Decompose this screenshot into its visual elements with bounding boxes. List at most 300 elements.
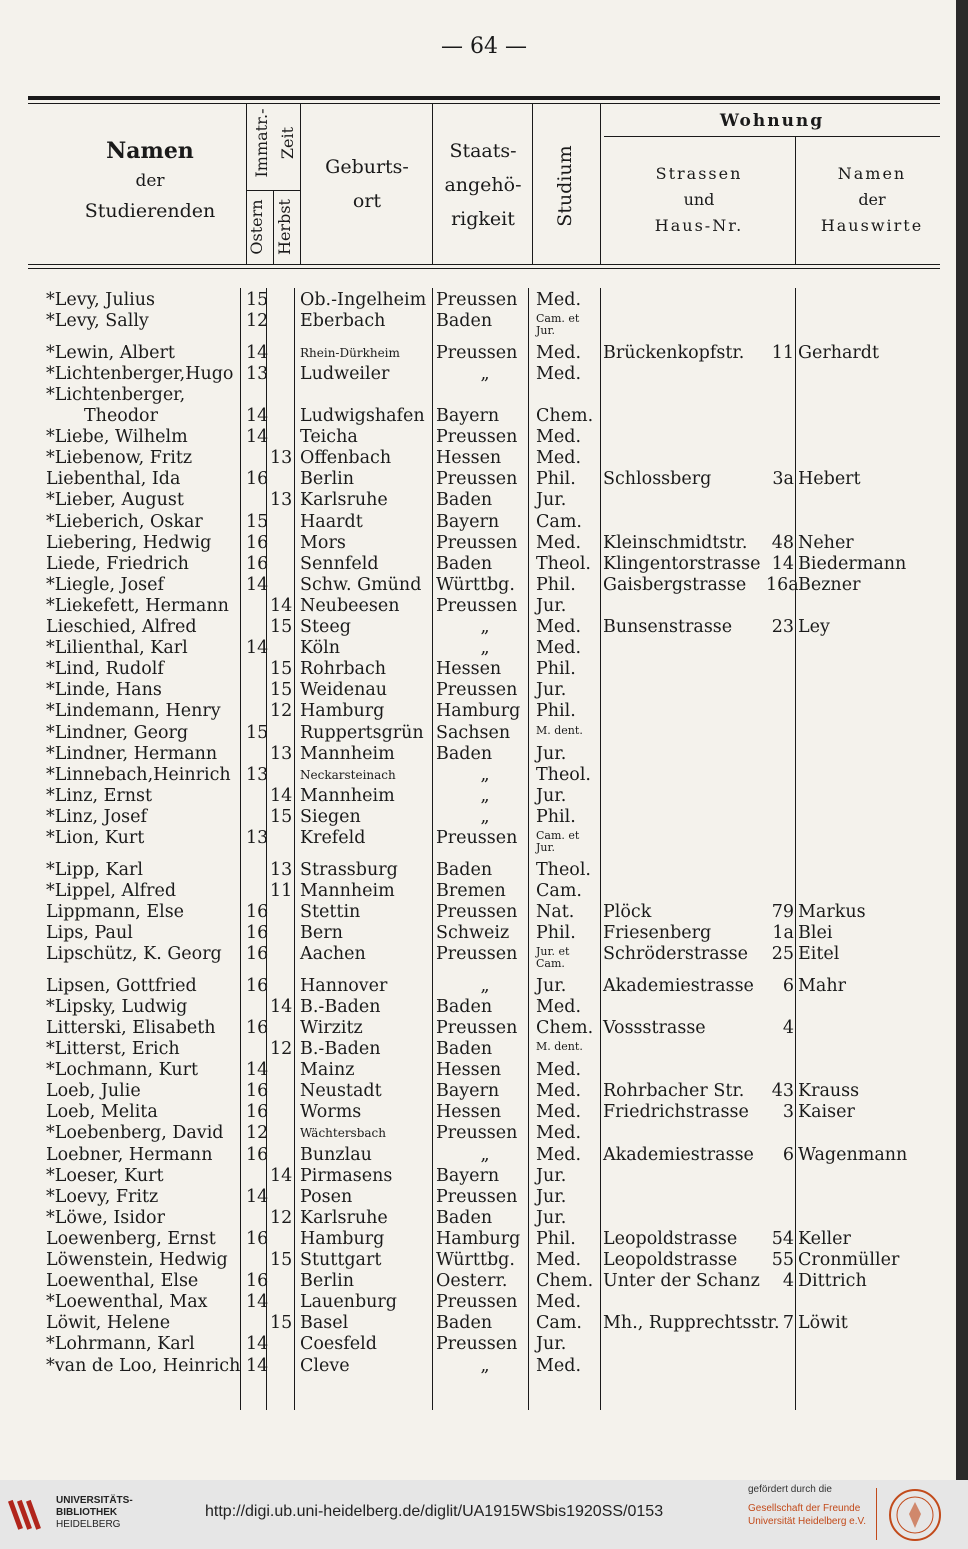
student-name: *Lindner, Georg bbox=[46, 722, 189, 743]
table-row bbox=[0, 1250, 968, 1271]
birthplace: Karlsruhe bbox=[300, 1207, 388, 1228]
house-number: 79 bbox=[771, 901, 794, 922]
house-number: 4 bbox=[782, 1017, 794, 1038]
nationality: Schweiz bbox=[436, 923, 510, 943]
birthplace: Hamburg bbox=[300, 701, 385, 722]
header-streets bbox=[604, 161, 794, 239]
nationality: Hessen bbox=[436, 1060, 502, 1081]
table-row bbox=[0, 512, 968, 533]
student-name: *Löwe, Isidor bbox=[46, 1207, 165, 1228]
table-row bbox=[0, 617, 968, 638]
student-name: *Loeser, Kurt bbox=[46, 1165, 164, 1186]
field-of-study: Med. bbox=[536, 1081, 582, 1102]
library-line3: HEIDELBERG bbox=[56, 1519, 121, 1530]
table-row bbox=[0, 744, 968, 765]
student-name: *Lindemann, Henry bbox=[46, 701, 221, 722]
field-of-study: Med. bbox=[536, 448, 582, 469]
field-of-study: Phil. bbox=[536, 923, 576, 943]
table-row bbox=[0, 659, 968, 680]
birthplace: Neckarsteinach bbox=[300, 767, 396, 782]
street: Bunsenstrasse bbox=[603, 617, 733, 638]
street: Kleinschmidtstr. bbox=[603, 532, 748, 553]
birthplace: Ruppertsgrün bbox=[300, 722, 424, 743]
header-divider bbox=[795, 137, 796, 264]
immatr-herbst: 15 bbox=[270, 806, 293, 827]
table-row bbox=[0, 490, 968, 511]
immatr-ostern: 15 bbox=[246, 722, 269, 743]
table-row bbox=[0, 343, 968, 364]
immatr-ostern: 14 bbox=[246, 427, 269, 448]
nationality: Preussen bbox=[436, 1292, 518, 1313]
birthplace: Neustadt bbox=[300, 1081, 382, 1102]
nationality: Preussen bbox=[436, 595, 518, 616]
society-line1: Gesellschaft der Freunde bbox=[748, 1503, 861, 1514]
table-row bbox=[0, 976, 968, 997]
field-of-study: Jur. bbox=[536, 1207, 567, 1228]
table-row bbox=[0, 1208, 968, 1229]
nationality: Bremen bbox=[436, 880, 506, 901]
table-row bbox=[0, 290, 968, 311]
student-name: *Lion, Kurt bbox=[46, 828, 145, 849]
nationality: Preussen bbox=[436, 1123, 518, 1144]
field-of-study: Cam. et Jur. bbox=[536, 312, 580, 338]
immatr-herbst: 11 bbox=[270, 880, 293, 901]
nationality: „ bbox=[480, 1144, 490, 1165]
house-number: 1a bbox=[772, 923, 794, 943]
field-of-study: Theol. bbox=[536, 764, 591, 785]
immatr-herbst: 14 bbox=[270, 996, 293, 1017]
street: Rohrbacher Str. bbox=[603, 1081, 745, 1102]
field-of-study: Med. bbox=[536, 1144, 582, 1165]
field-of-study: Phil. bbox=[536, 469, 576, 490]
immatr-herbst: 12 bbox=[270, 701, 293, 722]
birthplace: Ob.-Ingelheim bbox=[300, 290, 427, 310]
field-of-study: Med. bbox=[536, 638, 582, 659]
nationality: Bayern bbox=[436, 1081, 500, 1102]
student-name: Loeb, Melita bbox=[46, 1102, 158, 1123]
footer-separator bbox=[876, 1488, 877, 1540]
street: Leopoldstrasse bbox=[603, 1228, 738, 1249]
table-row bbox=[0, 997, 968, 1018]
field-of-study: Jur. bbox=[536, 490, 567, 511]
street: Friedrichstrasse bbox=[603, 1102, 749, 1123]
nationality: „ bbox=[480, 785, 490, 806]
student-name: Loewenberg, Ernst bbox=[46, 1228, 216, 1249]
table-row bbox=[0, 638, 968, 659]
landlord: Bezner bbox=[798, 574, 861, 595]
field-of-study: Phil. bbox=[536, 1228, 576, 1249]
street: Akademiestrasse bbox=[603, 975, 754, 996]
student-name: *Lilienthal, Karl bbox=[46, 638, 188, 659]
street: Klingentorstrasse bbox=[603, 553, 761, 574]
table-row bbox=[0, 1039, 968, 1060]
nationality: Hessen bbox=[436, 1102, 502, 1123]
field-of-study: Med. bbox=[536, 1250, 582, 1271]
birthplace: Mors bbox=[300, 532, 346, 553]
house-number: 23 bbox=[771, 617, 794, 638]
nationality: Baden bbox=[436, 1313, 493, 1334]
field-of-study: Med. bbox=[536, 1292, 582, 1313]
student-name: Lips, Paul bbox=[46, 923, 133, 943]
immatr-herbst: 15 bbox=[270, 680, 293, 701]
street: Plöck bbox=[603, 901, 652, 922]
student-name: *Loebenberg, David bbox=[46, 1123, 224, 1144]
table-row bbox=[0, 311, 968, 338]
footer-bar bbox=[0, 1480, 968, 1549]
student-name: *Lohrmann, Karl bbox=[46, 1334, 195, 1355]
table-row bbox=[0, 1081, 968, 1102]
field-of-study: Phil. bbox=[536, 659, 576, 680]
student-name: Lipsen, Gottfried bbox=[46, 975, 197, 996]
header-names-sub: Studierenden bbox=[84, 200, 216, 222]
birthplace: Cleve bbox=[300, 1355, 350, 1376]
nationality: „ bbox=[480, 975, 490, 996]
student-name: *Levy, Julius bbox=[46, 290, 156, 310]
birthplace: Sennfeld bbox=[300, 553, 379, 574]
field-of-study: Med. bbox=[536, 532, 582, 553]
nationality: Sachsen bbox=[436, 722, 511, 743]
birthplace: Rhein-Dürkheim bbox=[300, 345, 400, 360]
table-row bbox=[0, 385, 968, 406]
nationality: „ bbox=[480, 617, 490, 638]
nationality: Württbg. bbox=[436, 574, 515, 595]
immatr-herbst: 13 bbox=[270, 448, 293, 469]
table-row bbox=[0, 406, 968, 427]
immatr-ostern: 14 bbox=[246, 1334, 269, 1355]
nationality: Baden bbox=[436, 1039, 493, 1060]
field-of-study: Med. bbox=[536, 1355, 582, 1376]
field-of-study: M. dent. bbox=[536, 723, 583, 737]
nationality: Bayern bbox=[436, 406, 500, 427]
table-row bbox=[0, 1313, 968, 1334]
field-of-study: Chem. bbox=[536, 1017, 594, 1038]
field-of-study: Phil. bbox=[536, 701, 576, 722]
immatr-ostern: 16 bbox=[246, 553, 269, 574]
nationality: Hamburg bbox=[436, 1228, 521, 1249]
house-number: 54 bbox=[771, 1228, 794, 1249]
header-birthplace bbox=[302, 150, 432, 218]
header-state-line1: Staats- bbox=[449, 140, 517, 162]
immatr-ostern: 14 bbox=[246, 342, 269, 363]
house-number: 43 bbox=[771, 1081, 794, 1102]
table-row bbox=[0, 680, 968, 701]
nationality: Preussen bbox=[436, 342, 518, 363]
birthplace: Coesfeld bbox=[300, 1334, 377, 1355]
table-row bbox=[0, 364, 968, 385]
table-row bbox=[0, 786, 968, 807]
nationality: Preussen bbox=[436, 532, 518, 553]
student-name: *Lieberich, Oskar bbox=[46, 511, 203, 532]
table-row bbox=[0, 554, 968, 575]
birthplace: Wirzitz bbox=[300, 1017, 363, 1038]
street: Unter der Schanz bbox=[603, 1271, 760, 1292]
field-of-study: Jur. bbox=[536, 595, 567, 616]
field-of-study: Jur. bbox=[536, 785, 567, 806]
table-row bbox=[0, 902, 968, 923]
field-of-study: Phil. bbox=[536, 574, 576, 595]
birthplace: Basel bbox=[300, 1313, 349, 1334]
immatr-ostern: 14 bbox=[246, 1292, 269, 1313]
birthplace: Pirmasens bbox=[300, 1165, 393, 1186]
field-of-study: Jur. bbox=[536, 680, 567, 701]
nationality: Baden bbox=[436, 311, 493, 332]
student-name: *Linde, Hans bbox=[46, 680, 162, 701]
table-row bbox=[0, 1018, 968, 1039]
table-row bbox=[0, 1123, 968, 1144]
birthplace: Ludwigshafen bbox=[300, 406, 425, 427]
header-immatr: Immatr.- bbox=[252, 108, 271, 178]
table-row bbox=[0, 828, 968, 855]
table-row bbox=[0, 1102, 968, 1123]
house-number: 6 bbox=[782, 975, 794, 996]
field-of-study: Med. bbox=[536, 342, 582, 363]
table-row bbox=[0, 533, 968, 554]
immatr-ostern: 14 bbox=[246, 1186, 269, 1207]
student-name: *Lind, Rudolf bbox=[46, 659, 164, 680]
landlord: Keller bbox=[798, 1228, 851, 1249]
field-of-study: Theol. bbox=[536, 553, 591, 574]
nationality: Württbg. bbox=[436, 1250, 515, 1271]
student-name: Theodor bbox=[84, 406, 158, 427]
table-row bbox=[0, 701, 968, 722]
landlord: Wagenmann bbox=[798, 1144, 908, 1165]
header-divider bbox=[432, 104, 433, 264]
birthplace: Siegen bbox=[300, 806, 361, 827]
nationality: Preussen bbox=[436, 901, 518, 922]
header-hosts bbox=[797, 161, 947, 239]
immatr-herbst: 13 bbox=[270, 490, 293, 511]
header-names-title: Namen bbox=[106, 138, 194, 164]
table-row bbox=[0, 596, 968, 617]
birthplace: Hannover bbox=[300, 975, 388, 996]
student-name: *Lindner, Hermann bbox=[46, 743, 218, 764]
immatr-ostern: 14 bbox=[246, 1355, 269, 1376]
house-number: 25 bbox=[771, 944, 794, 965]
birthplace: Hamburg bbox=[300, 1228, 385, 1249]
header-street-line2: und bbox=[683, 190, 715, 209]
immatr-ostern: 12 bbox=[246, 1123, 269, 1144]
table-row bbox=[0, 1292, 968, 1313]
house-number: 6 bbox=[782, 1144, 794, 1165]
birthplace: Mainz bbox=[300, 1060, 355, 1081]
nationality: Baden bbox=[436, 553, 493, 574]
student-name: Lieschied, Alfred bbox=[46, 617, 197, 638]
field-of-study: Med. bbox=[536, 427, 582, 448]
birthplace: B.-Baden bbox=[300, 996, 381, 1017]
field-of-study: Theol. bbox=[536, 859, 591, 880]
student-name: *Linz, Josef bbox=[46, 806, 147, 827]
birthplace: Posen bbox=[300, 1186, 353, 1207]
field-of-study: Cam. bbox=[536, 1313, 582, 1334]
landlord: Krauss bbox=[798, 1081, 860, 1102]
landlord: Markus bbox=[798, 901, 866, 922]
field-of-study: Med. bbox=[536, 363, 582, 384]
header-host-line1: Namen bbox=[837, 164, 907, 183]
table-row bbox=[0, 1060, 968, 1081]
table-row bbox=[0, 881, 968, 902]
header-herbst: Herbst bbox=[275, 199, 294, 255]
street: Brückenkopfstr. bbox=[603, 342, 745, 363]
student-name: Löwenstein, Hedwig bbox=[46, 1250, 228, 1271]
immatr-ostern: 16 bbox=[246, 1271, 269, 1292]
street: Leopoldstrasse bbox=[603, 1250, 738, 1271]
birthplace: Weidenau bbox=[300, 680, 388, 701]
immatr-ostern: 12 bbox=[246, 311, 269, 332]
immatr-ostern: 16 bbox=[246, 1144, 269, 1165]
house-number: 48 bbox=[771, 532, 794, 553]
birthplace: Mannheim bbox=[300, 880, 395, 901]
immatr-herbst: 12 bbox=[270, 1207, 293, 1228]
table-row bbox=[0, 1145, 968, 1166]
field-of-study: Chem. bbox=[536, 1271, 594, 1292]
student-name: *Liebenow, Fritz bbox=[46, 448, 193, 469]
student-name: *Lichtenberger, bbox=[46, 384, 186, 405]
nationality: Preussen bbox=[436, 1017, 518, 1038]
student-name: *Lochmann, Kurt bbox=[46, 1060, 199, 1081]
student-name: *Lieber, August bbox=[46, 490, 184, 511]
immatr-herbst: 14 bbox=[270, 1165, 293, 1186]
table-row bbox=[0, 807, 968, 828]
student-name: *Litterst, Erich bbox=[46, 1039, 180, 1060]
table-row bbox=[0, 1187, 968, 1208]
field-of-study: Med. bbox=[536, 617, 582, 638]
table-row bbox=[0, 860, 968, 881]
field-of-study: Med. bbox=[536, 1123, 582, 1144]
wohnung-rule bbox=[604, 136, 940, 137]
house-number: 55 bbox=[771, 1250, 794, 1271]
student-name: *Lewin, Albert bbox=[46, 342, 175, 363]
street: Vossstrasse bbox=[603, 1017, 706, 1038]
immatr-herbst: 15 bbox=[270, 1313, 293, 1334]
table-row bbox=[0, 923, 968, 944]
field-of-study: Cam. bbox=[536, 511, 582, 532]
header-birth-line2: ort bbox=[352, 190, 382, 212]
street: Schlossberg bbox=[603, 469, 712, 490]
field-of-study: Cam. et Jur. bbox=[536, 829, 580, 855]
landlord: Dittrich bbox=[798, 1271, 867, 1292]
nationality: Bayern bbox=[436, 1165, 500, 1186]
nationality: Baden bbox=[436, 743, 493, 764]
immatr-herbst: 13 bbox=[270, 859, 293, 880]
birthplace: Mannheim bbox=[300, 743, 395, 764]
birthplace: Stettin bbox=[300, 901, 361, 922]
header-street-line3: Haus-Nr. bbox=[654, 216, 744, 235]
table-row bbox=[0, 1356, 968, 1377]
birthplace: Wächtersbach bbox=[300, 1126, 386, 1141]
library-logo-icon bbox=[10, 1494, 48, 1534]
immatr-ostern: 14 bbox=[246, 574, 269, 595]
field-of-study: Med. bbox=[536, 1060, 582, 1081]
field-of-study: Chem. bbox=[536, 406, 594, 427]
birthplace: Mannheim bbox=[300, 785, 395, 806]
birthplace: Strassburg bbox=[300, 859, 398, 880]
header-state-line2: angehö- bbox=[444, 174, 522, 196]
landlord: Kaiser bbox=[798, 1102, 855, 1123]
house-number: 7 bbox=[782, 1313, 794, 1334]
header-study: Studium bbox=[554, 145, 576, 227]
student-name: *Linz, Ernst bbox=[46, 785, 153, 806]
landlord: Mahr bbox=[798, 975, 846, 996]
birthplace: Haardt bbox=[300, 511, 363, 532]
table-row bbox=[0, 575, 968, 596]
immatr-herbst: 15 bbox=[270, 659, 293, 680]
immatr-ostern: 15 bbox=[246, 511, 269, 532]
header-ostern: Ostern bbox=[247, 199, 266, 255]
immatr-herbst: 12 bbox=[270, 1039, 293, 1060]
page-number: — 64 — bbox=[441, 34, 527, 59]
header-divider bbox=[532, 104, 533, 264]
library-line2: BIBLIOTHEK bbox=[56, 1507, 118, 1518]
birthplace: Worms bbox=[300, 1102, 362, 1123]
student-name: Loeb, Julie bbox=[46, 1081, 141, 1102]
student-name: *Liebe, Wilhelm bbox=[46, 427, 188, 448]
immatr-ostern: 16 bbox=[246, 1102, 269, 1123]
field-of-study: Jur. bbox=[536, 975, 567, 996]
table-row bbox=[0, 1271, 968, 1292]
student-name: Lipschütz, K. Georg bbox=[46, 944, 222, 965]
nationality: Preussen bbox=[436, 680, 518, 701]
student-name: *Liekefett, Hermann bbox=[46, 595, 229, 616]
birthplace: Aachen bbox=[300, 944, 366, 965]
student-name: *Lippel, Alfred bbox=[46, 880, 177, 901]
field-of-study: Phil. bbox=[536, 806, 576, 827]
street: Friesenberg bbox=[603, 923, 712, 943]
nationality: „ bbox=[480, 806, 490, 827]
nationality: Oesterr. bbox=[436, 1271, 508, 1292]
table-row bbox=[0, 1334, 968, 1355]
immatr-ostern: 14 bbox=[246, 406, 269, 427]
immatr-herbst: 14 bbox=[270, 785, 293, 806]
header-names bbox=[60, 136, 240, 226]
header-divider bbox=[300, 104, 301, 264]
header-top-rule bbox=[28, 96, 940, 100]
field-of-study: Jur. et Cam. bbox=[536, 945, 570, 971]
street: Mh., Rupprechtsstr. bbox=[603, 1313, 780, 1334]
field-of-study: Nat. bbox=[536, 901, 575, 922]
landlord: Gerhardt bbox=[798, 342, 880, 363]
source-url-link[interactable]: http://digi.ub.uni-heidelberg.de/diglit/UA1915WSbis1920SS/0153 bbox=[205, 1503, 664, 1520]
street: Akademiestrasse bbox=[603, 1144, 754, 1165]
birthplace: Berlin bbox=[300, 469, 355, 490]
birthplace: Offenbach bbox=[300, 448, 392, 469]
nationality: Baden bbox=[436, 859, 493, 880]
immatr-ostern: 13 bbox=[246, 828, 269, 849]
birthplace: Karlsruhe bbox=[300, 490, 388, 511]
nationality: „ bbox=[480, 1355, 490, 1376]
immatr-ostern: 16 bbox=[246, 923, 269, 943]
birthplace: Eberbach bbox=[300, 311, 386, 332]
immatr-ostern: 16 bbox=[246, 1017, 269, 1038]
header-birth-line1: Geburts- bbox=[325, 156, 409, 178]
nationality: Hessen bbox=[436, 448, 502, 469]
landlord: Löwit bbox=[798, 1313, 848, 1334]
table-row bbox=[0, 944, 968, 971]
birthplace: Rohrbach bbox=[300, 659, 387, 680]
header-bottom-rule bbox=[28, 264, 940, 265]
birthplace: Schw. Gmünd bbox=[300, 574, 422, 595]
nationality: Preussen bbox=[436, 1334, 518, 1355]
immatr-herbst: 15 bbox=[270, 617, 293, 638]
nationality: Hessen bbox=[436, 659, 502, 680]
immatr-ostern: 16 bbox=[246, 532, 269, 553]
header-zeit: Zeit bbox=[278, 126, 297, 160]
nationality: Hamburg bbox=[436, 701, 521, 722]
society-line2: Universität Heidelberg e.V. bbox=[748, 1516, 867, 1527]
table-row bbox=[0, 1229, 968, 1250]
header-wohnung: Wohnung bbox=[719, 111, 825, 131]
landlord: Cronmüller bbox=[798, 1250, 900, 1271]
nationality: Baden bbox=[436, 490, 493, 511]
